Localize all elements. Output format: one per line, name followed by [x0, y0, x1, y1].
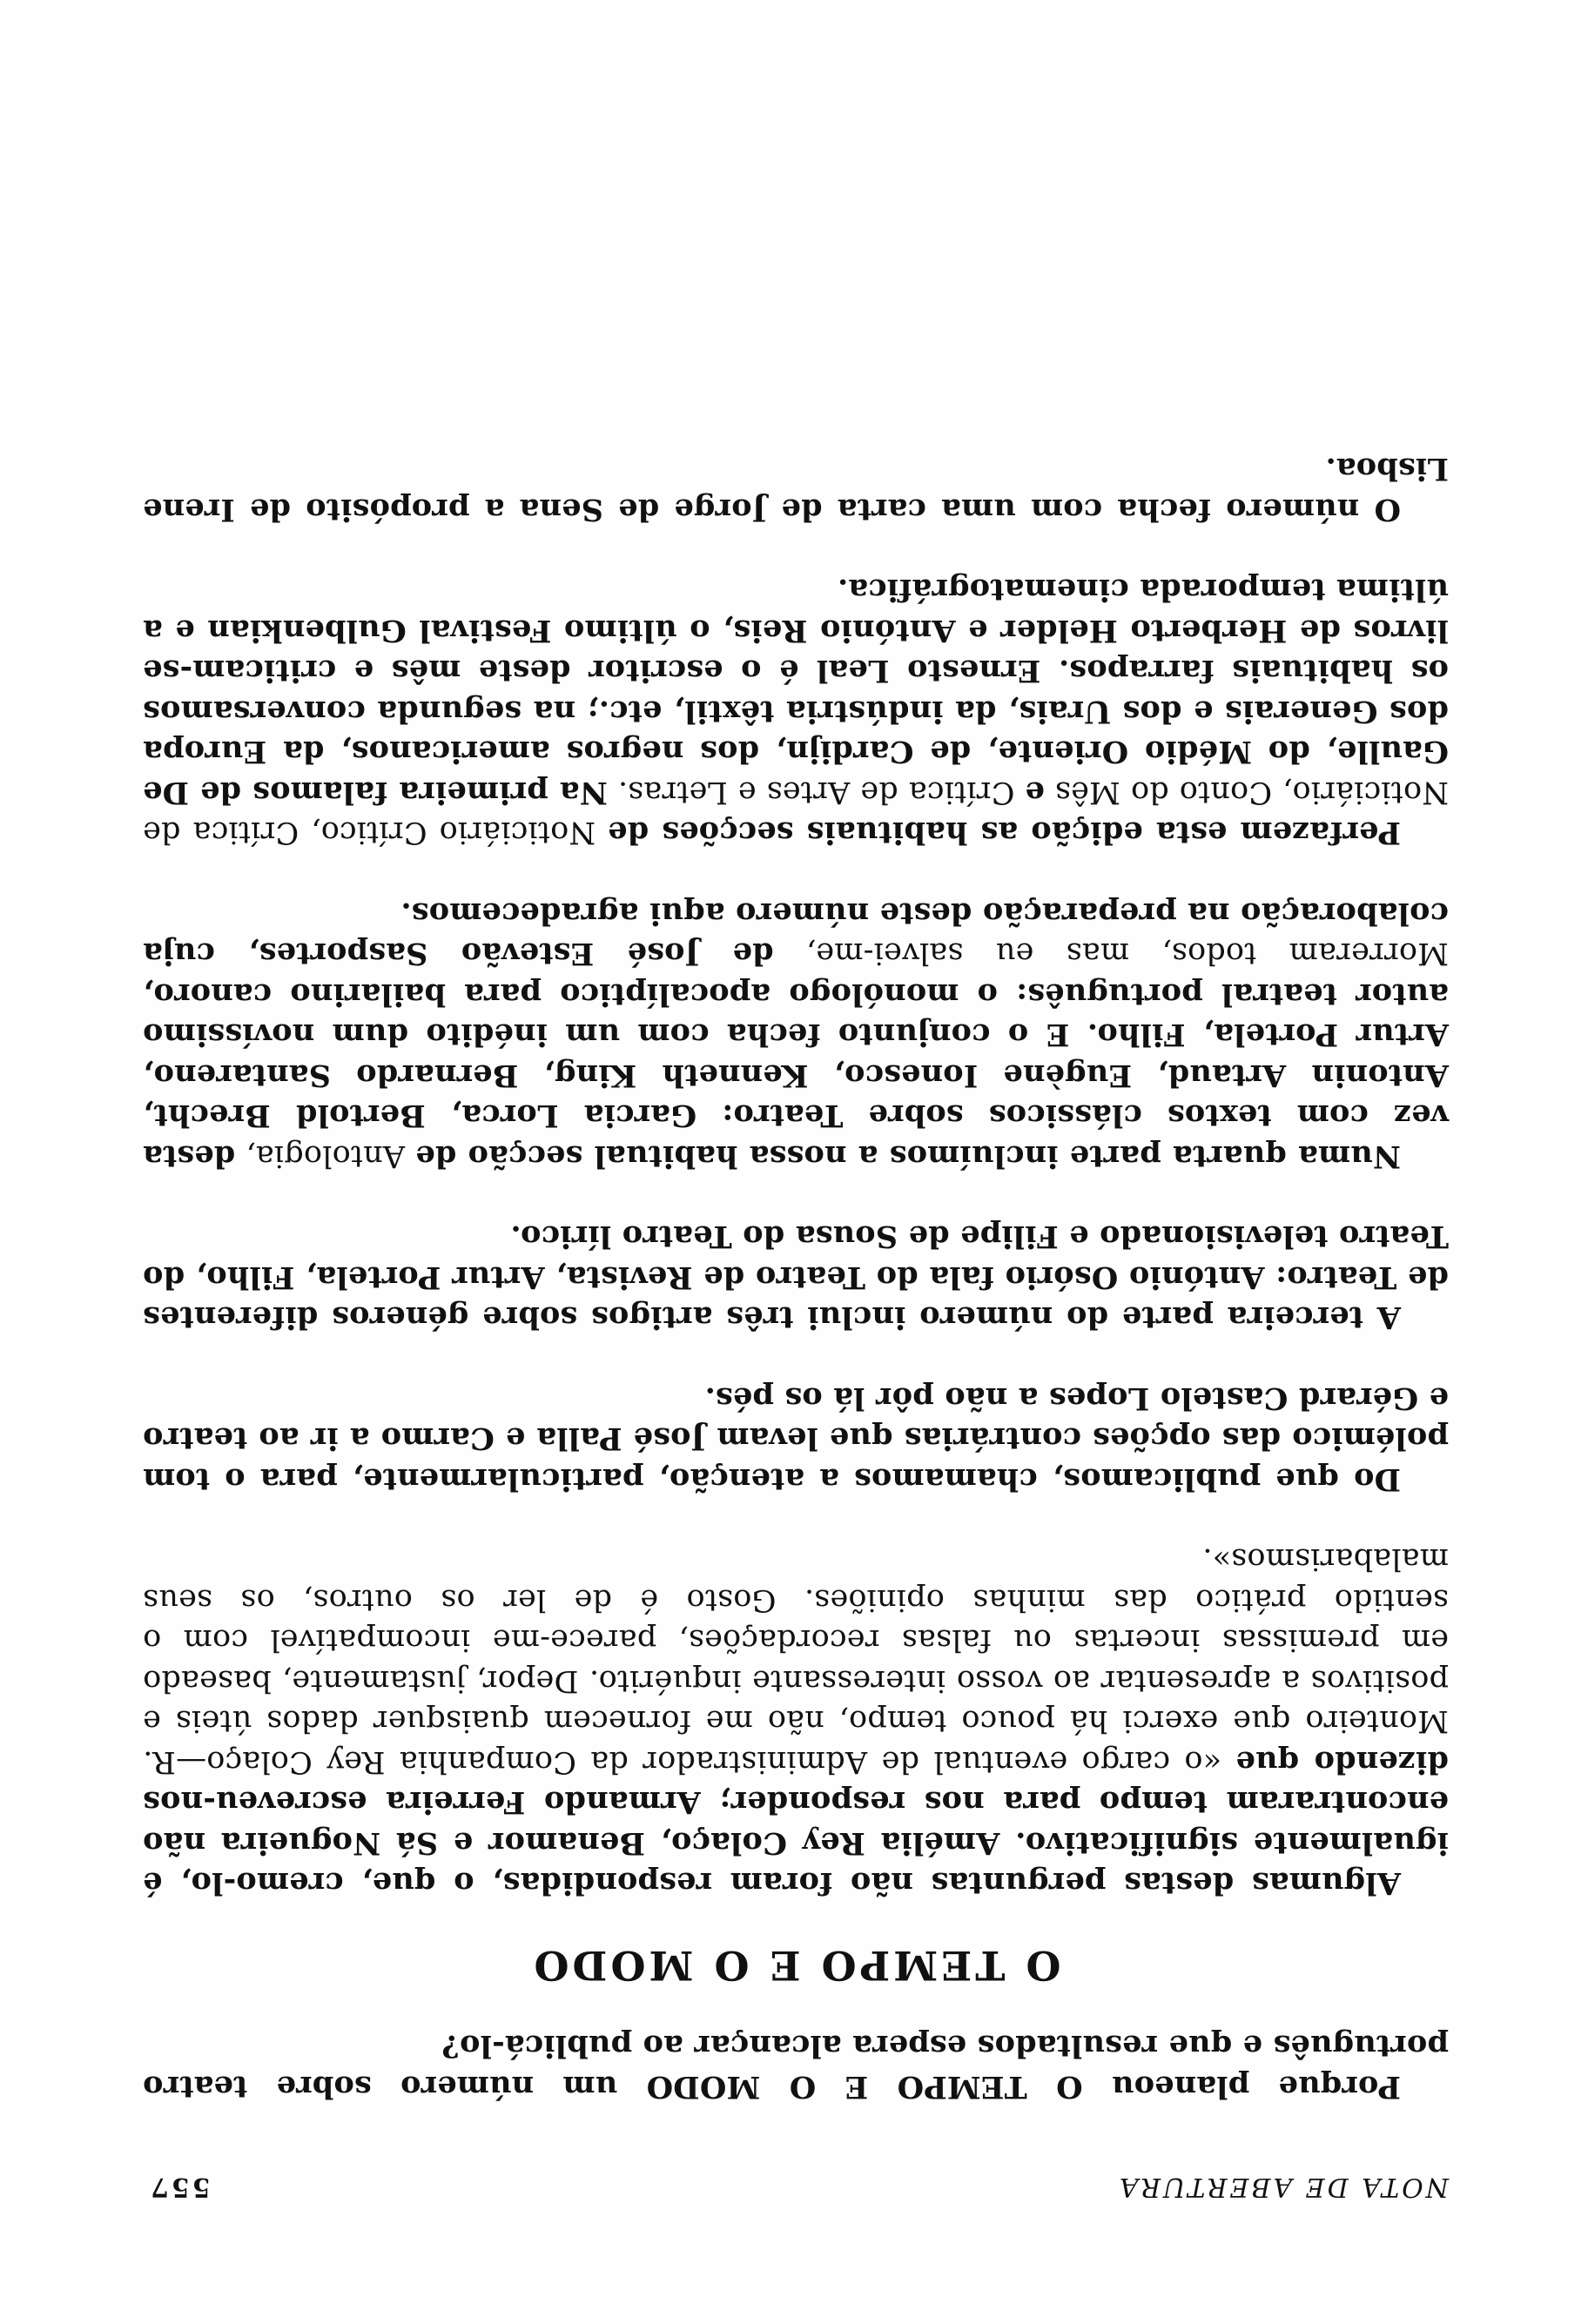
paragraph-3 [143, 1216, 1449, 1338]
page-number: 557 [148, 2172, 211, 2202]
paragraph-4-bold: Numa quarta parte incluímos a nossa habitual secção de [415, 1138, 1401, 1174]
paragraph-1-bold: Algumas destas perguntas não foram respondidas, o que, cremo-lo, é igualmente significativo. Amélia Rey Colaço, Benamor e Sá Nogueira não encontraram tempo para nos responder; Armando Ferreira escreveu-nos dizendo que [143, 1744, 1449, 1902]
running-head [148, 2159, 1449, 2202]
running-head-title: NOTA DE ABERTURA [1116, 2172, 1449, 2202]
paragraph-2-bold: Do que publicamos, chamamos a atenção, particularmente, para o tom polémico das opções contrárias que levam José Palla e Carmo a ir ao teatro e Gérard Castelo Lopes a não pôr lá os pés. [143, 1380, 1449, 1497]
intro-question: Porque planeou O TEMPO E O MODO um número sobre teatro português e que resultados espera alcançar ao publicá-lo? [143, 2028, 1449, 2105]
paragraph-6 [143, 448, 1449, 529]
paragraph-4-normal: Antologia, [235, 1138, 416, 1173]
paragraph-1-normal: «o cargo eventual de Administrador da Companhia Rey Colaço—R. Monteiro que exerci há pouco tempo, não me fornecem quaisquer dados úteis e positivos a apresentar ao vosso interessante inquérito. Depor, justamente, baseado em premissas incertas ou falsas recordações, parece-me incompatível com o sentido prático das minhas opiniões. Gosto é de ler os outros, os seus malabarismos». [142, 1541, 1449, 1779]
paragraph-5-bold: Perfazem esta edição as habituais secções de [608, 815, 1401, 851]
paragraph-2 [143, 1378, 1449, 1500]
paragraph-4 [143, 893, 1449, 1177]
paragraph-4-normal-2: Morreram todos, mas eu salvei-me, [773, 936, 1449, 971]
section-heading: O TEMPO E O MODO [530, 1942, 1061, 1989]
paragraph-5 [143, 569, 1449, 853]
paragraph-5-bold-3: Na primeira falamos de De Gaulle, do Médio Oriente, de Cardijn, dos negros americanos, da Europa dos Generais e dos Urais, da indústria têxtil, etc.; na segunda conversamos os habituais farrapos. Ernesto Leal é o escritor deste mês e criticam-se livros de Herberto Helder e António Reis, o último Festival Gulbenkian e a última temporada cinematográfica. [143, 572, 1449, 810]
paragraph-5-bold-2: e [1025, 775, 1045, 810]
paragraph-3-bold: A terceira parte do número inclui três artigos sobre géneros diferentes de Teatro: António Osório fala do Teatro de Revista, Artur Portela, Filho, do Teatro televisionado e Filipe de Sousa do Teatro lírico. [143, 1219, 1449, 1336]
paragraph-4-bold-2: desta vez com textos clássicos sobre Teatro: Garcia Lorca, Bertold Brecht, Antonin Artaud, Eugène Ionesco, Kenneth King, Bernardo Santareno, Artur Portela, Filho. E o conjunto fecha com um inédito dum novíssimo autor teatral português: o monólogo apocalíptico para bailarino canoro, [143, 977, 1449, 1174]
paragraph-5-normal-2: Crítica de Artes e Letras. [607, 775, 1026, 809]
paragraph-6-bold: O número fecha com uma carta de Jorge de Sena a propósito de Irene Lisboa. [143, 451, 1449, 527]
paragraph-1 [143, 1539, 1449, 1904]
article-body [143, 448, 1449, 2106]
paragraph-5-normal: Noticiário Crítico, Crítica de Noticiário, Conto do Mês [143, 775, 1449, 850]
paragraph-4-bold-3: de José Estevão Sasportes, cuja colaboração na preparação deste número aqui agradecemos. [142, 896, 1449, 972]
